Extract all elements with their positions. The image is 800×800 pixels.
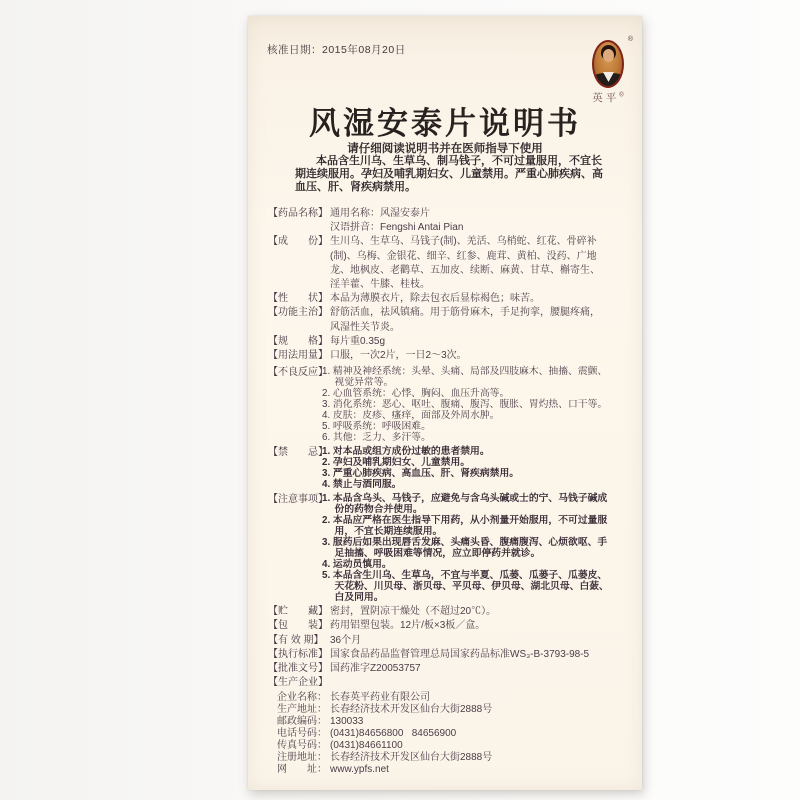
text-line: 生川乌、生草乌、马钱子(制)、羌活、乌梢蛇、红花、骨碎补 xyxy=(330,236,597,248)
section-label: 【性 状】 xyxy=(268,293,328,305)
leaflet-section xyxy=(268,306,630,334)
manufacturer-row-value: 130033 xyxy=(330,716,364,728)
text-line: 汉语拼音：Fengshi Antai Pian xyxy=(330,222,464,234)
text-line: (制)、乌梅、金银花、细辛、红参、鹿茸、黄柏、没药、广地 xyxy=(330,250,597,262)
text-line: 本品为薄膜衣片，除去包衣后显棕褐色；味苦。 xyxy=(330,293,540,305)
section-content xyxy=(322,493,630,603)
section-label: 【批准文号】 xyxy=(268,663,328,675)
text-line: 国药准字Z20053757 xyxy=(330,663,421,675)
manufacturer-row-label: 电话号码： xyxy=(277,728,327,740)
section-content xyxy=(322,366,630,443)
manufacturer-row-label: 生产地址： xyxy=(277,704,327,716)
text-line: 2. 心血管系统：心悸、胸闷、血压升高等。 xyxy=(322,388,510,400)
section-content xyxy=(330,662,630,676)
text-line: 国家食品药品监督管理总局国家药品标准WS₃-B-3793-98-5 xyxy=(330,648,590,660)
manufacturer-row-value: 长春经济技术开发区仙台大街2888号 xyxy=(330,704,493,716)
leaflet-body xyxy=(268,207,630,776)
section-content xyxy=(330,605,630,619)
manufacturer-row xyxy=(277,704,630,716)
section-content xyxy=(330,335,630,349)
section-content xyxy=(322,446,630,490)
text-line: 天花粉、川贝母、浙贝母、平贝母、伊贝母、湖北贝母、白蔹、 xyxy=(322,581,609,593)
text-line: 口服，一次2片，一日2～3次。 xyxy=(330,350,467,362)
text-line: 药用铝塑包装。12片/板×3板／盒。 xyxy=(330,620,486,632)
text-line: 2. 本品应严格在医生指导下用药，从小剂量开始服用，不可过量服 xyxy=(322,515,608,527)
section-label: 【有 效 期】 xyxy=(268,634,324,646)
leaflet-section xyxy=(268,648,630,662)
manufacturer-row-label: 网 址： xyxy=(277,763,327,775)
text-line: 4. 皮肤：皮疹、瘙痒，面部及外周水肿。 xyxy=(322,410,500,422)
warning-line: 血压、肝、肾疾病禁用。 xyxy=(295,180,416,193)
section-label: 【禁 忌】 xyxy=(268,447,328,459)
text-line: 淫羊藿、牛膝、桂枝。 xyxy=(330,279,430,291)
section-label: 【执行标准】 xyxy=(268,648,328,660)
text-line: 1. 精神及神经系统：头晕、头痛、局部及四肢麻木、抽搐、震颤、 xyxy=(322,366,608,378)
text-line: 6. 其他：乏力、多汗等。 xyxy=(322,432,431,444)
manufacturer-row-value: (0431)84661100 xyxy=(330,740,403,752)
leaflet-section xyxy=(268,619,630,633)
section-label: 【不良反应】 xyxy=(268,367,328,379)
section-label: 【包 装】 xyxy=(268,620,328,632)
safety-warning-paragraph xyxy=(295,155,603,194)
leaflet-section xyxy=(268,335,630,349)
section-label: 【生产企业】 xyxy=(268,677,328,689)
text-line: 3. 严重心肺疾病、高血压、肝、肾疾病禁用。 xyxy=(322,468,520,480)
text-line: 1. 对本品或组方成份过敏的患者禁用。 xyxy=(322,446,490,458)
text-line: 龙、地枫皮、老鹳草、五加皮、续断、麻黄、甘草、槲寄生、 xyxy=(330,264,600,276)
section-content xyxy=(330,349,630,363)
manufacturer-row-label: 注册地址： xyxy=(277,751,327,763)
leaflet-section xyxy=(268,366,630,443)
manufacturer-row-value: 长春经济技术开发区仙台大街2888号 xyxy=(330,751,493,763)
text-line: 密封，置阴凉干燥处（不超过20℃）。 xyxy=(330,606,497,618)
manufacturer-row-value: 长春英平药业有限公司 xyxy=(330,692,430,704)
manufacturer-row xyxy=(277,728,630,740)
text-line: 2. 孕妇及哺乳期妇女、儿童禁用。 xyxy=(322,457,471,469)
leaflet-section xyxy=(268,349,630,363)
section-label: 【功能主治】 xyxy=(268,307,328,319)
brand-name: 英平® xyxy=(592,92,624,104)
section-label: 【规 格】 xyxy=(268,335,328,347)
text-line: 舒筋活血，祛风镇痛。用于筋骨麻木，手足拘挛，腰腿疼痛， xyxy=(330,307,600,319)
text-line: 1. 本品含乌头、马钱子，应避免与含乌头碱或士的宁、马钱子碱成 xyxy=(322,493,608,505)
text-line: 4. 运动员慎用。 xyxy=(322,559,392,571)
leaflet-section xyxy=(268,634,630,648)
manufacturer-row-label: 邮政编码： xyxy=(277,716,327,728)
text-line: 3. 服药后如果出现唇舌发麻、头痛头昏、腹痛腹泻、心烦欲呕、手 xyxy=(322,537,608,549)
section-label: 【注意事项】 xyxy=(268,494,328,506)
text-line: 视觉异常等。 xyxy=(322,377,394,389)
text-line: 4. 禁止与酒同服。 xyxy=(322,479,402,491)
registered-trademark-icon: ® xyxy=(627,36,633,43)
leaflet-section xyxy=(268,235,630,292)
section-label: 【用法用量】 xyxy=(268,350,328,362)
section-content xyxy=(330,207,630,235)
page-title: 风湿安泰片说明书 xyxy=(309,106,581,141)
text-line: 5. 呼吸系统：呼吸困难。 xyxy=(322,421,431,433)
section-content xyxy=(330,306,630,334)
manufacturer-row-value: www.ypfs.net xyxy=(330,763,389,775)
section-content xyxy=(330,634,630,648)
text-line: 足抽搐、呼吸困难等情况，应立即停药并就诊。 xyxy=(322,548,541,560)
text-line: 风湿性关节炎。 xyxy=(330,321,400,333)
text-line: 通用名称：风湿安泰片 xyxy=(330,208,430,219)
section-label: 【贮 藏】 xyxy=(268,606,328,618)
text-line: 用，不宜长期连续服用。 xyxy=(322,526,443,538)
section-content xyxy=(330,648,630,662)
text-line: 白及同用。 xyxy=(322,592,384,604)
leaflet-section xyxy=(268,662,630,676)
section-content xyxy=(330,619,630,633)
text-line: 36个月 xyxy=(330,634,362,646)
manufacturer-row xyxy=(277,752,630,764)
manufacturer-row-label: 企业名称： xyxy=(277,692,327,704)
registered-trademark-icon: ® xyxy=(619,92,624,99)
manufacturer-row-value: (0431)84656800 84656900 xyxy=(330,728,457,740)
section-label: 【成 份】 xyxy=(268,236,328,248)
leaflet-section xyxy=(268,676,630,690)
leaflet-paper xyxy=(248,16,642,790)
approval-date: 核准日期：2015年08月20日 xyxy=(267,44,406,56)
warning-line: 期连续服用。孕妇及哺乳期妇女、儿童禁用。严重心肺疾病、高 xyxy=(295,167,603,180)
leaflet-section xyxy=(268,605,630,619)
manufacturer-row xyxy=(277,740,630,752)
brand-logo xyxy=(579,36,637,105)
portrait-face xyxy=(603,49,614,62)
section-content xyxy=(330,235,630,292)
read-instruction-subtitle: 请仔细阅读说明书并在医师指导下使用 xyxy=(347,143,543,155)
leaflet-section xyxy=(268,207,630,235)
manufacturer-row xyxy=(277,692,630,704)
warning-line: 本品含生川乌、生草乌、制马钱子，不可过量服用，不宜长 xyxy=(316,155,602,167)
manufacturer-row xyxy=(277,764,630,776)
section-label: 【药品名称】 xyxy=(268,208,328,219)
manufacturer-info xyxy=(277,692,630,775)
leaflet-section xyxy=(268,292,630,306)
text-line: 3. 消化系统：恶心、呕吐、腹痛、腹泻、腹胀、胃灼热、口干等。 xyxy=(322,399,608,411)
portrait-photo-icon xyxy=(592,40,624,88)
leaflet-section xyxy=(268,446,630,490)
text-line: 每片重0.35g xyxy=(330,335,386,347)
manufacturer-row xyxy=(277,716,630,728)
manufacturer-row-label: 传真号码： xyxy=(277,740,327,752)
text-line: 5. 本品含生川乌、生草乌，不宜与半夏、瓜蒌、瓜蒌子、瓜蒌皮、 xyxy=(322,570,608,582)
section-content xyxy=(330,292,630,306)
text-line: 份的药物合并使用。 xyxy=(322,504,423,516)
leaflet-section xyxy=(268,493,630,603)
